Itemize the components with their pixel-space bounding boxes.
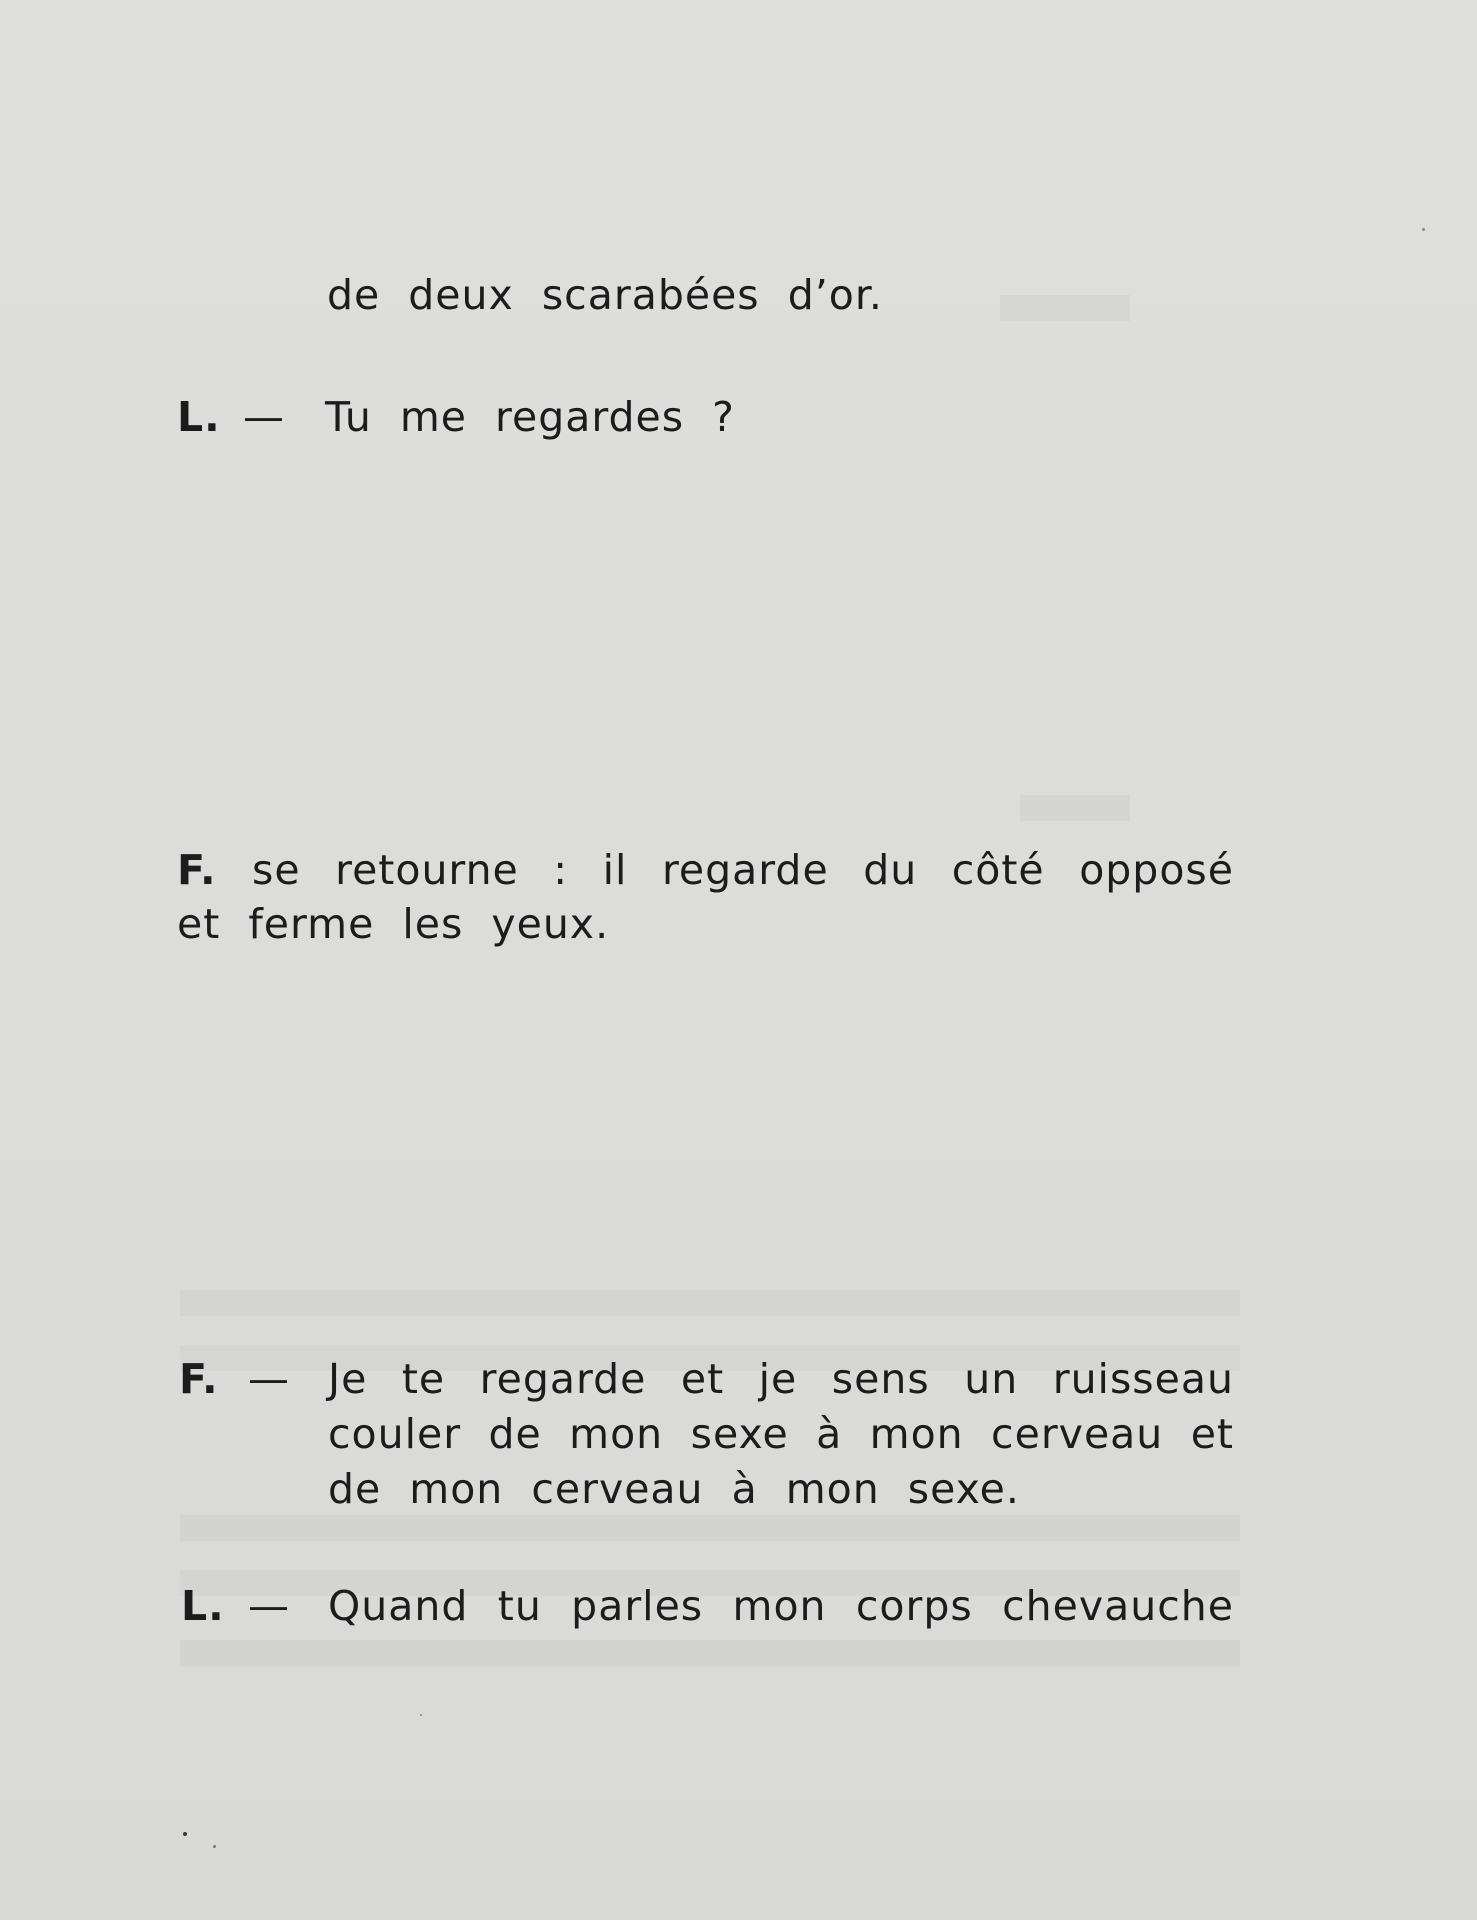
show-through-block-1 bbox=[1000, 295, 1130, 321]
speaker-label-f: F. bbox=[177, 846, 217, 894]
speaker-label-l: L. bbox=[181, 1582, 225, 1630]
text-line-2: Tu me regardes ? bbox=[325, 393, 735, 441]
show-through-block-5 bbox=[180, 1515, 1240, 1541]
dust-speck bbox=[183, 1832, 187, 1836]
dialogue-line-2: couler de mon sexe à mon cerveau et bbox=[328, 1410, 1234, 1458]
show-through-block-2 bbox=[1020, 795, 1130, 821]
em-dash: — bbox=[248, 1582, 289, 1630]
dust-speck bbox=[1422, 228, 1425, 231]
text-line-1: de deux scarabées d’or. bbox=[327, 271, 883, 319]
speaker-label-l: L. bbox=[177, 393, 221, 441]
em-dash: — bbox=[243, 393, 284, 441]
stage-direction-line-2: et ferme les yeux. bbox=[177, 900, 610, 948]
dust-speck bbox=[420, 1714, 422, 1716]
stage-direction-line-1: se retourne : il regarde du côté opposé bbox=[252, 846, 1234, 894]
speaker-label-f: F. bbox=[179, 1355, 219, 1403]
show-through-block-3 bbox=[180, 1290, 1240, 1316]
dialogue-line-1: Je te regarde et je sens un ruisseau bbox=[328, 1355, 1234, 1403]
em-dash: — bbox=[248, 1355, 289, 1403]
dialogue-line-4: Quand tu parles mon corps chevauche bbox=[328, 1582, 1234, 1630]
dialogue-line-3: de mon cerveau à mon sexe. bbox=[328, 1465, 1020, 1513]
show-through-block-7 bbox=[180, 1640, 1240, 1666]
dust-speck bbox=[213, 1845, 216, 1848]
